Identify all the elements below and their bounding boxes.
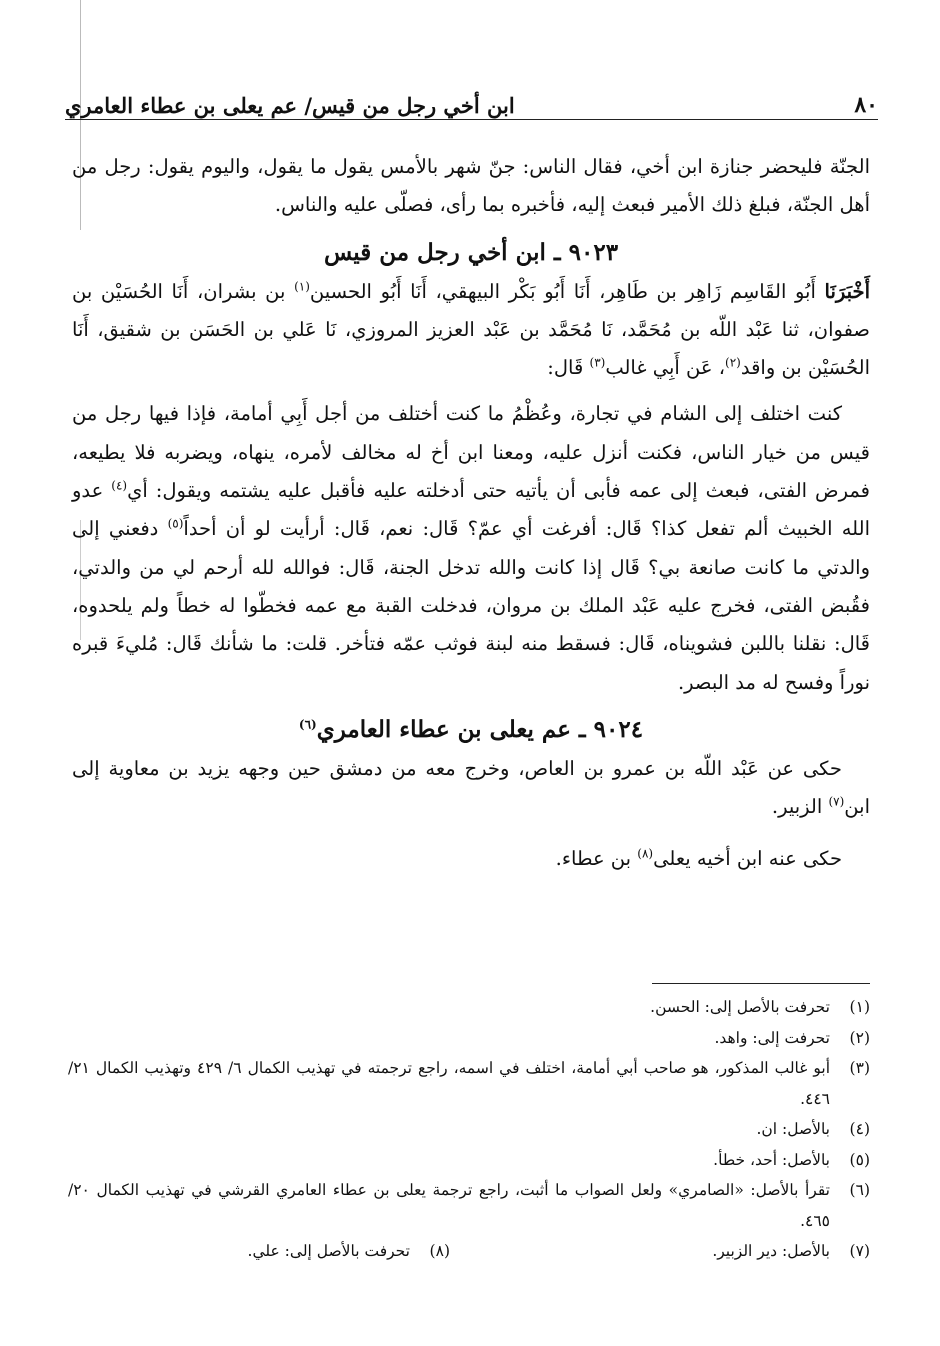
story-paragraph <box>72 395 870 701</box>
footnote-number: (٥) <box>849 1150 870 1169</box>
header-rule <box>65 119 878 120</box>
story-text: دفعني إلى والدتي ما كانت صانعة بي؟ قَال إذا كانت والله تدخل الجنة، قَال: فوالله لله أرحم لي من والدتي، فقُبض الفتى، فخرج عليه عَبْد الملك بن مروان، فدخلت القبة مع عمه فخطّوا له خطاً ولم يلحدوه، قَال: نقلنا باللبن فشويناه، قَال: فسقط منه لبنة فوثب عمّه فتأخر. قلت: ما شأنك قَال: مُليءَ قبره نوراً وفسح له مد البصر. <box>72 517 870 694</box>
page-number: ٨٠ <box>854 92 878 118</box>
footnote-ref[interactable]: (٢) <box>725 355 741 370</box>
running-title: ابن أخي رجل من قيس/ عم يعلى بن عطاء العامري <box>65 93 515 118</box>
footnote-number: (٣) <box>849 1059 870 1077</box>
footnote-number: (١) <box>849 998 870 1016</box>
entry2-text: الزبير. <box>771 795 829 819</box>
footnote-separator <box>652 983 870 984</box>
footnote-item <box>68 1023 870 1054</box>
footnote-number: (٨) <box>429 1242 450 1260</box>
footnote-item <box>450 1236 870 1267</box>
footnote-text: بالأصل: ان. <box>756 1120 830 1138</box>
page-header <box>65 78 878 118</box>
story-text: كنت اختلف إلى الشام في تجارة، وعُظْمُ ما كنت أختلف من أجل أَبِي أمامة، فإذا فيها رجل من قيس من خيار الناس، فكنت أنزل عليه، ومعنا ابن أخ له مخالف لأمره، ينهاه، ويضربه فلا يطيعه، فمرض الفتى، فبعث إلى عمه فأبى أن يأتيه حتى أدخلته عليه فأقبل عليه يشتمه ويقول: أي <box>72 402 870 503</box>
entry2-text: حكى عن عَبْد اللّه بن عمرو بن العاص، وخرج معه من دمشق حين وجهه يزيد بن معاوية إلى ابن <box>72 756 870 819</box>
footnotes <box>68 992 870 1267</box>
footnote-text: أبو غالب المذكور، هو صاحب أبي أمامة، اختلف في اسمه، راجع ترجمته في تهذيب الكمال ٦/ ٤٢٩ وتهذيب الكمال ٢١/ ٤٤٦. <box>68 1059 830 1108</box>
footnote-ref[interactable]: (٥) <box>167 516 184 531</box>
footnote-ref[interactable]: (١) <box>294 279 310 294</box>
isnad-text: ، عَن أَبِي غالب <box>605 356 726 380</box>
isnad-text: قَال: <box>547 356 590 380</box>
footnote-number: (٦) <box>849 1181 870 1199</box>
footnote-number: (٢) <box>849 1028 870 1047</box>
entry2-paragraph <box>72 840 870 878</box>
footnote-text: تقرأ بالأصل: «الصامري» ولعل الصواب ما أثبت، راجع ترجمة يعلى بن عطاء العامري القرشي في تهذيب الكمال ٢٠/ ٤٦٥. <box>68 1181 830 1230</box>
footnote-item <box>68 992 870 1023</box>
entry2-text: بن عطاء. <box>555 847 638 871</box>
entry-heading-9023: ٩٠٢٣ ـ ابن أخي رجل من قيس <box>323 238 619 266</box>
footnote-ref[interactable]: (٧) <box>828 794 845 809</box>
footnote-number: (٤) <box>849 1120 870 1138</box>
intro-paragraph: الجنّة فليحضر جنازة ابن أخي، فقال الناس: جنّ شهر بالأمس يقول ما يقول، واليوم يقول: رجل من أهل الجنّة، فبلغ ذلك الأمير فبعث إليه، فأخبره بما رأى، فصلّى عليه والناس. <box>72 155 870 217</box>
isnad-text: بن بشران، أَنَا الحُسَيْن بن صفوان، ثنا عَبْد اللّه بن مُحَمَّد، نَا مُحَمَّد بن عَبْد العزيز المروزي، نَا عَلي بن الحَسَن بن شقيق، أَنَا الحُسَيْن بن واقد <box>72 279 870 380</box>
footnote-text: تحرفت بالأصل إلى: الحسن. <box>650 998 830 1016</box>
main-text <box>72 148 870 879</box>
footnote-text: تحرفت بالأصل إلى: علي. <box>247 1242 410 1260</box>
footnote-ref[interactable]: (٦) <box>298 717 317 732</box>
footnote-ref[interactable]: (٤) <box>111 478 128 493</box>
isnad-lead-word: أَخْبَرَنَا <box>824 279 870 303</box>
isnad-text: أَبُو القَاسِم زَاهِر بن طَاهِر، أَنَا أَبُو بَكْر البيهقي، أَنَا أَبُو الحسين <box>309 279 825 303</box>
footnote-text: تحرفت إلى: واهد. <box>714 1028 830 1047</box>
footnote-text: بالأصل: أحد، خطأ. <box>713 1150 830 1169</box>
footnote-ref[interactable]: (٨) <box>637 846 654 861</box>
footnote-number: (٧) <box>849 1242 870 1260</box>
entry-heading-text: ٩٠٢٤ ـ عم يعلى بن عطاء العامري <box>316 715 644 743</box>
footnote-item <box>68 1145 870 1176</box>
isnad-paragraph <box>72 273 870 388</box>
story-text: عدو الله الخبيث ألم تفعل كذا؟ قَال: أفرغت أي عمّ؟ قَال: نعم، قَال: أرأيت لو أن أحداً <box>72 479 870 541</box>
entry-heading-9024 <box>72 710 870 750</box>
footnote-item <box>248 1236 450 1267</box>
entry2-paragraph <box>72 750 870 827</box>
footnote-ref[interactable]: (٣) <box>589 355 606 370</box>
footnote-pair <box>68 1236 870 1267</box>
footnote-item <box>68 1114 870 1145</box>
footnote-item <box>68 1053 870 1114</box>
footnote-item <box>68 1175 870 1236</box>
footnote-text: بالأصل: دير الزبير. <box>712 1242 830 1260</box>
entry2-text: حكى عنه ابن أخيه يعلى <box>653 847 842 871</box>
